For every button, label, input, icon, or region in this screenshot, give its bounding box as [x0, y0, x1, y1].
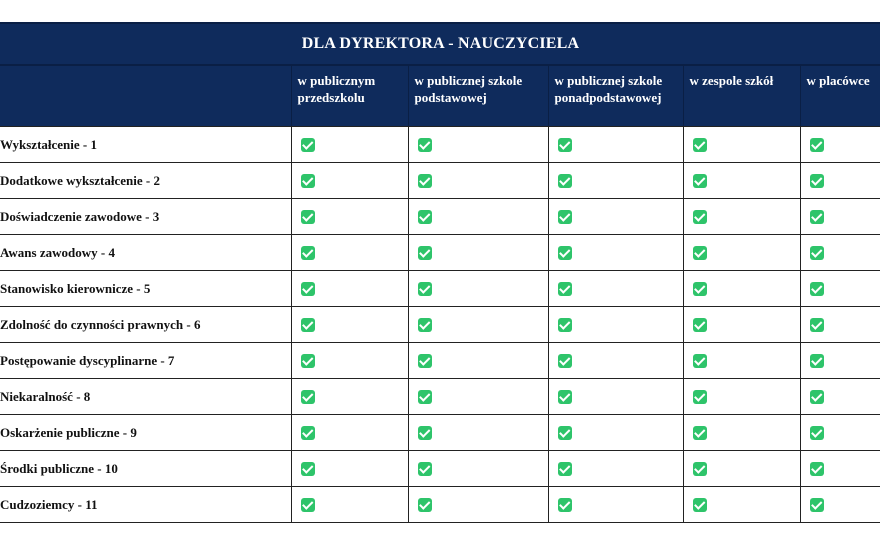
table-cell [291, 379, 408, 415]
table-row [0, 451, 880, 487]
check-box-icon [301, 282, 315, 296]
check-box-icon [810, 246, 824, 260]
row-label: Niekaralność - 8 [0, 379, 291, 415]
table-cell [683, 235, 800, 271]
table-cell [683, 379, 800, 415]
row-label: Doświadczenie zawodowe - 3 [0, 199, 291, 235]
check-box-icon [558, 246, 572, 260]
table-cell [291, 451, 408, 487]
column-header-szkola-ponadpodstawowa: w publicznej szkole ponadpodstawowej [548, 65, 683, 127]
table-row [0, 199, 880, 235]
table-cell [548, 343, 683, 379]
check-box-icon [418, 354, 432, 368]
table-cell [291, 271, 408, 307]
check-box-icon [693, 390, 707, 404]
table-row [0, 307, 880, 343]
table-cell [548, 199, 683, 235]
table-cell [408, 235, 548, 271]
table-cell [800, 271, 880, 307]
check-box-icon [301, 354, 315, 368]
table-cell [408, 487, 548, 523]
table-row [0, 127, 880, 163]
check-box-icon [693, 246, 707, 260]
check-box-icon [810, 498, 824, 512]
check-box-icon [558, 462, 572, 476]
table-cell [683, 199, 800, 235]
check-box-icon [558, 318, 572, 332]
row-label: Oskarżenie publiczne - 9 [0, 415, 291, 451]
row-label: Dodatkowe wykształcenie - 2 [0, 163, 291, 199]
check-box-icon [558, 174, 572, 188]
table-cell [408, 163, 548, 199]
check-box-icon [693, 498, 707, 512]
row-label: Wykształcenie - 1 [0, 127, 291, 163]
column-header-row [0, 65, 880, 127]
table-cell [291, 343, 408, 379]
check-box-icon [558, 426, 572, 440]
table-cell [291, 127, 408, 163]
check-box-icon [301, 462, 315, 476]
check-box-icon [810, 138, 824, 152]
table-row [0, 271, 880, 307]
table-cell [548, 451, 683, 487]
check-box-icon [301, 426, 315, 440]
check-box-icon [693, 138, 707, 152]
table-cell [548, 379, 683, 415]
check-box-icon [301, 174, 315, 188]
requirements-table-container [0, 22, 880, 523]
column-header-placowka: w placówce [800, 65, 880, 127]
check-box-icon [301, 498, 315, 512]
table-row [0, 163, 880, 199]
check-box-icon [418, 174, 432, 188]
table-cell [683, 487, 800, 523]
check-box-icon [301, 210, 315, 224]
check-box-icon [810, 318, 824, 332]
check-box-icon [301, 390, 315, 404]
check-box-icon [301, 138, 315, 152]
check-box-icon [693, 462, 707, 476]
table-cell [548, 235, 683, 271]
row-label: Cudzoziemcy - 11 [0, 487, 291, 523]
check-box-icon [418, 462, 432, 476]
table-cell [408, 307, 548, 343]
table-cell [548, 163, 683, 199]
table-cell [800, 199, 880, 235]
table-body [0, 127, 880, 523]
table-cell [291, 307, 408, 343]
table-cell [683, 343, 800, 379]
check-box-icon [810, 462, 824, 476]
table-cell [800, 415, 880, 451]
table-row [0, 343, 880, 379]
check-box-icon [418, 426, 432, 440]
table-cell [548, 127, 683, 163]
check-box-icon [558, 282, 572, 296]
check-box-icon [558, 354, 572, 368]
check-box-icon [810, 426, 824, 440]
check-box-icon [301, 318, 315, 332]
check-box-icon [693, 174, 707, 188]
table-cell [408, 271, 548, 307]
column-header-szkola-podstawowa: w publicznej szkole podstawowej [408, 65, 548, 127]
table-cell [800, 379, 880, 415]
table-cell [683, 451, 800, 487]
row-label: Stanowisko kierownicze - 5 [0, 271, 291, 307]
table-cell [408, 343, 548, 379]
check-box-icon [693, 210, 707, 224]
table-cell [800, 343, 880, 379]
check-box-icon [810, 210, 824, 224]
table-row [0, 379, 880, 415]
requirements-table [0, 22, 880, 523]
row-label: Zdolność do czynności prawnych - 6 [0, 307, 291, 343]
row-label: Postępowanie dyscyplinarne - 7 [0, 343, 291, 379]
check-box-icon [558, 390, 572, 404]
table-row [0, 415, 880, 451]
table-title-row [0, 23, 880, 65]
table-cell [683, 271, 800, 307]
table-cell [408, 127, 548, 163]
table-cell [683, 415, 800, 451]
check-box-icon [693, 426, 707, 440]
column-header-zespol-szkol: w zespole szkół [683, 65, 800, 127]
table-cell [683, 163, 800, 199]
table-cell [800, 307, 880, 343]
table-title: DLA DYREKTORA - NAUCZYCIELA [0, 23, 880, 65]
check-box-icon [693, 354, 707, 368]
column-header-empty [0, 65, 291, 127]
check-box-icon [558, 138, 572, 152]
table-cell [683, 307, 800, 343]
table-cell [800, 451, 880, 487]
table-cell [291, 487, 408, 523]
table-cell [291, 235, 408, 271]
table-cell [548, 415, 683, 451]
check-box-icon [418, 138, 432, 152]
table-cell [408, 415, 548, 451]
check-box-icon [301, 246, 315, 260]
table-cell [548, 271, 683, 307]
check-box-icon [810, 282, 824, 296]
check-box-icon [558, 210, 572, 224]
check-box-icon [810, 174, 824, 188]
check-box-icon [418, 282, 432, 296]
check-box-icon [418, 390, 432, 404]
check-box-icon [693, 318, 707, 332]
check-box-icon [810, 354, 824, 368]
row-label: Awans zawodowy - 4 [0, 235, 291, 271]
table-cell [800, 235, 880, 271]
column-header-przedszkole: w publicznym przedszkolu [291, 65, 408, 127]
check-box-icon [418, 246, 432, 260]
table-cell [683, 127, 800, 163]
check-box-icon [693, 282, 707, 296]
check-box-icon [418, 318, 432, 332]
check-box-icon [418, 210, 432, 224]
table-cell [291, 199, 408, 235]
table-cell [800, 127, 880, 163]
check-box-icon [418, 498, 432, 512]
table-cell [408, 199, 548, 235]
row-label: Środki publiczne - 10 [0, 451, 291, 487]
table-cell [800, 487, 880, 523]
table-cell [548, 307, 683, 343]
table-cell [408, 379, 548, 415]
table-cell [408, 451, 548, 487]
table-cell [800, 163, 880, 199]
table-row [0, 235, 880, 271]
table-cell [291, 163, 408, 199]
table-cell [291, 415, 408, 451]
table-row [0, 487, 880, 523]
check-box-icon [810, 390, 824, 404]
table-cell [548, 487, 683, 523]
check-box-icon [558, 498, 572, 512]
